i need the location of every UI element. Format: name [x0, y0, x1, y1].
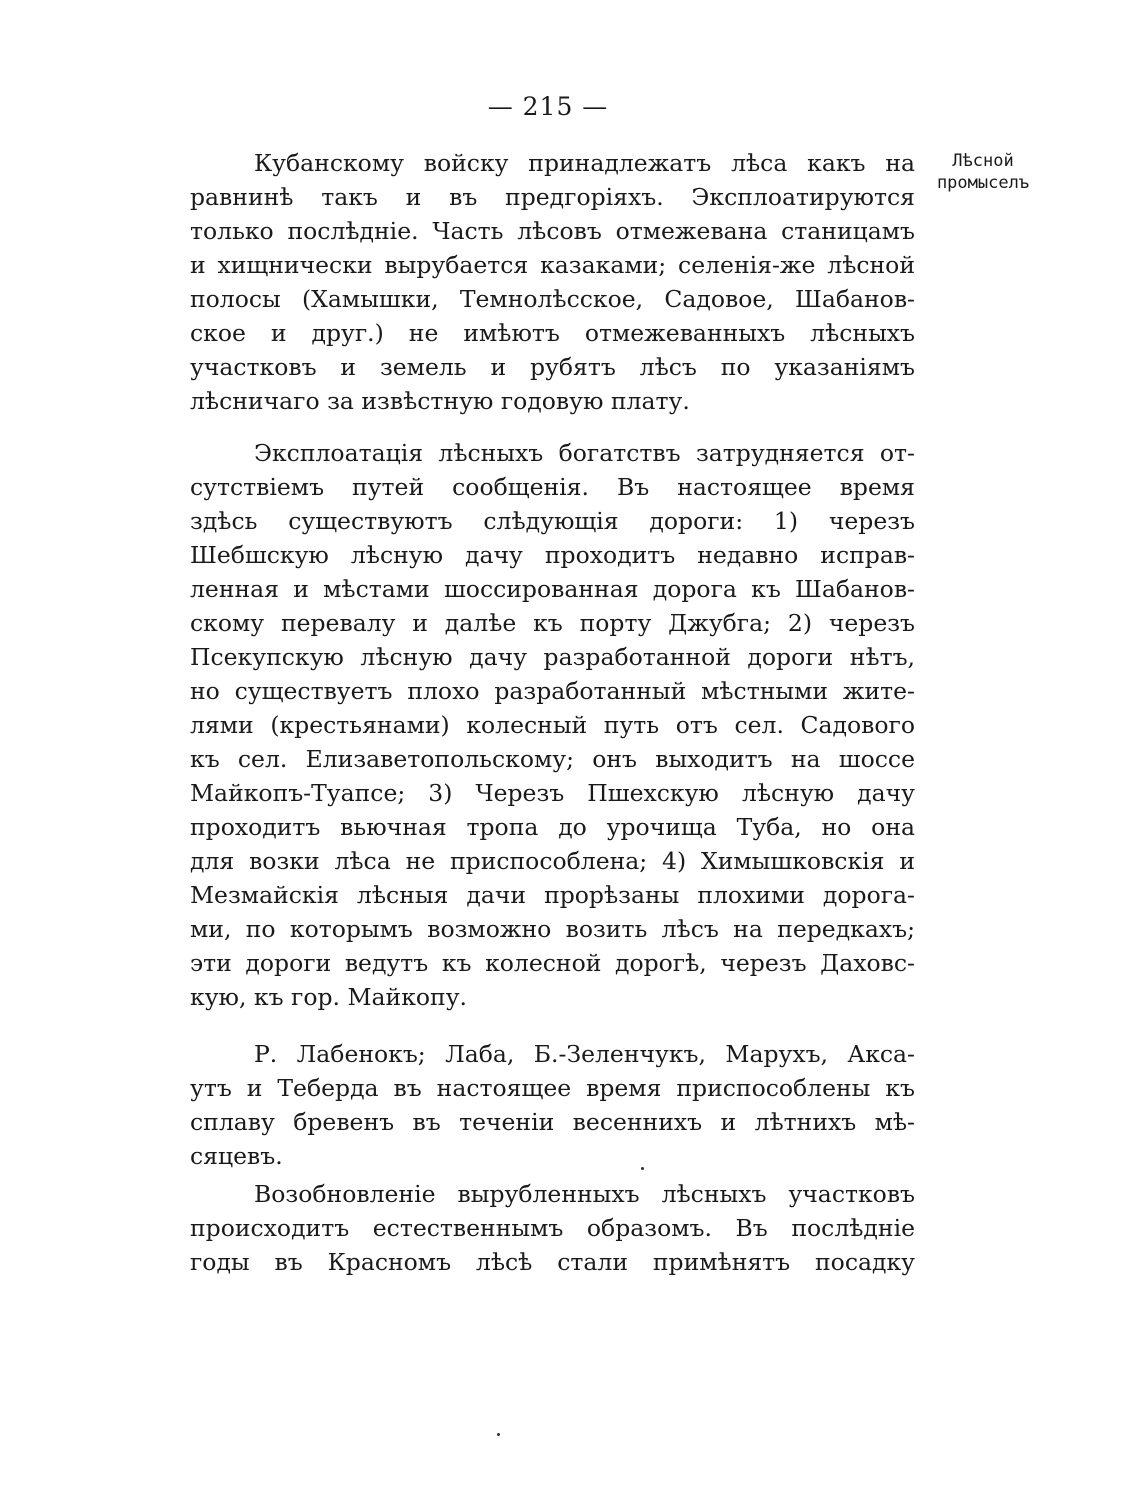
text-line: Шебшскую лѣсную дачу проходитъ недавно исправ-: [190, 541, 915, 569]
margin-note: [928, 150, 1038, 194]
text-line: ми, по которымъ возможно возить лѣсъ на передкахъ;: [190, 915, 915, 943]
text-line: къ сел. Елизаветопольскому; онъ выходитъ на шоссе: [190, 745, 915, 773]
margin-note-line: Лѣсной: [952, 151, 1014, 171]
text-line: только послѣдніе. Часть лѣсовъ отмежевана станицамъ: [190, 217, 915, 245]
text-line: годы въ Красномъ лѣсѣ стали примѣнятъ посадку: [190, 1248, 915, 1276]
paragraph-roads: [190, 436, 915, 1014]
text-line: Р. Лабенокъ; Лаба, Б.-Зеленчукъ, Марухъ, Аксa-: [254, 1040, 915, 1068]
scan-speck: [641, 1167, 644, 1170]
text-line: лями (крестьянами) колесный путь отъ сел. Садового: [190, 711, 915, 739]
text-line: Возобновленіе вырубленныхъ лѣсныхъ участковъ: [254, 1180, 915, 1208]
text-line: утъ и Теберда въ настоящее время приспособлены къ: [190, 1074, 915, 1102]
text-line: лѣсничаго за извѣстную годовую плату.: [190, 387, 690, 415]
text-line: и хищнически вырубается казаками; селенія-же лѣсной: [190, 251, 915, 279]
text-line: участковъ и земель и рубятъ лѣсъ по указаніямъ: [190, 353, 915, 381]
page-number: — 215 —: [487, 92, 609, 121]
text-line: Майкопъ-Туапсе; 3) Черезъ Пшехскую лѣсную дачу: [190, 779, 915, 807]
text-line: Эксплоатація лѣсныхъ богатствъ затрудняется от-: [254, 439, 915, 467]
text-line: сяцевъ.: [190, 1142, 283, 1170]
text-line: Мезмайскія лѣсныя дачи прорѣзаны плохими дорога-: [190, 881, 915, 909]
paragraph-rivers: [190, 1037, 915, 1173]
text-line: эти дороги ведутъ къ колесной дорогѣ, черезъ Даховс-: [190, 949, 915, 977]
text-line: проходитъ вьючная тропа до урочища Туба, но она: [190, 813, 915, 841]
text-line: сутствіемъ путей сообщенія. Въ настоящее время: [190, 473, 915, 501]
text-line: Кубанскому войску принадлежатъ лѣса какъ на: [254, 149, 915, 177]
text-line: равнинѣ такъ и въ предгоріяхъ. Эксплоатируются: [190, 183, 915, 211]
paragraph-renewal: [190, 1177, 915, 1279]
text-line: Псекупскую лѣсную дачу разработанной дороги нѣтъ,: [190, 643, 915, 671]
text-line: для возки лѣса не приспособлена; 4) Химышковскія и: [190, 847, 915, 875]
text-line: происходитъ естественнымъ образомъ. Въ послѣдніе: [190, 1214, 915, 1242]
text-line: скому перевалу и далѣе къ порту Джубга; 2) черезъ: [190, 609, 915, 637]
text-line: полосы (Хамышки, Темнолѣсское, Садовое, Шабанов-: [190, 285, 915, 313]
margin-note-line: промыселъ: [936, 173, 1030, 193]
text-line: ленная и мѣстами шоссированная дорога къ Шабанов-: [190, 575, 915, 603]
text-line: ское и друг.) не имѣютъ отмежеванныхъ лѣсныхъ: [190, 319, 915, 347]
text-line: сплаву бревенъ въ теченіи весеннихъ и лѣтнихъ мѣ-: [190, 1108, 915, 1136]
paragraph-forest-ownership: [190, 146, 915, 418]
scan-speck: [497, 1433, 500, 1436]
text-line: кую, къ гор. Майкопу.: [190, 983, 467, 1011]
text-line: но существуетъ плохо разработанный мѣстными жите-: [190, 677, 915, 705]
text-line: здѣсь существуютъ слѣдующія дороги: 1) черезъ: [190, 507, 915, 535]
